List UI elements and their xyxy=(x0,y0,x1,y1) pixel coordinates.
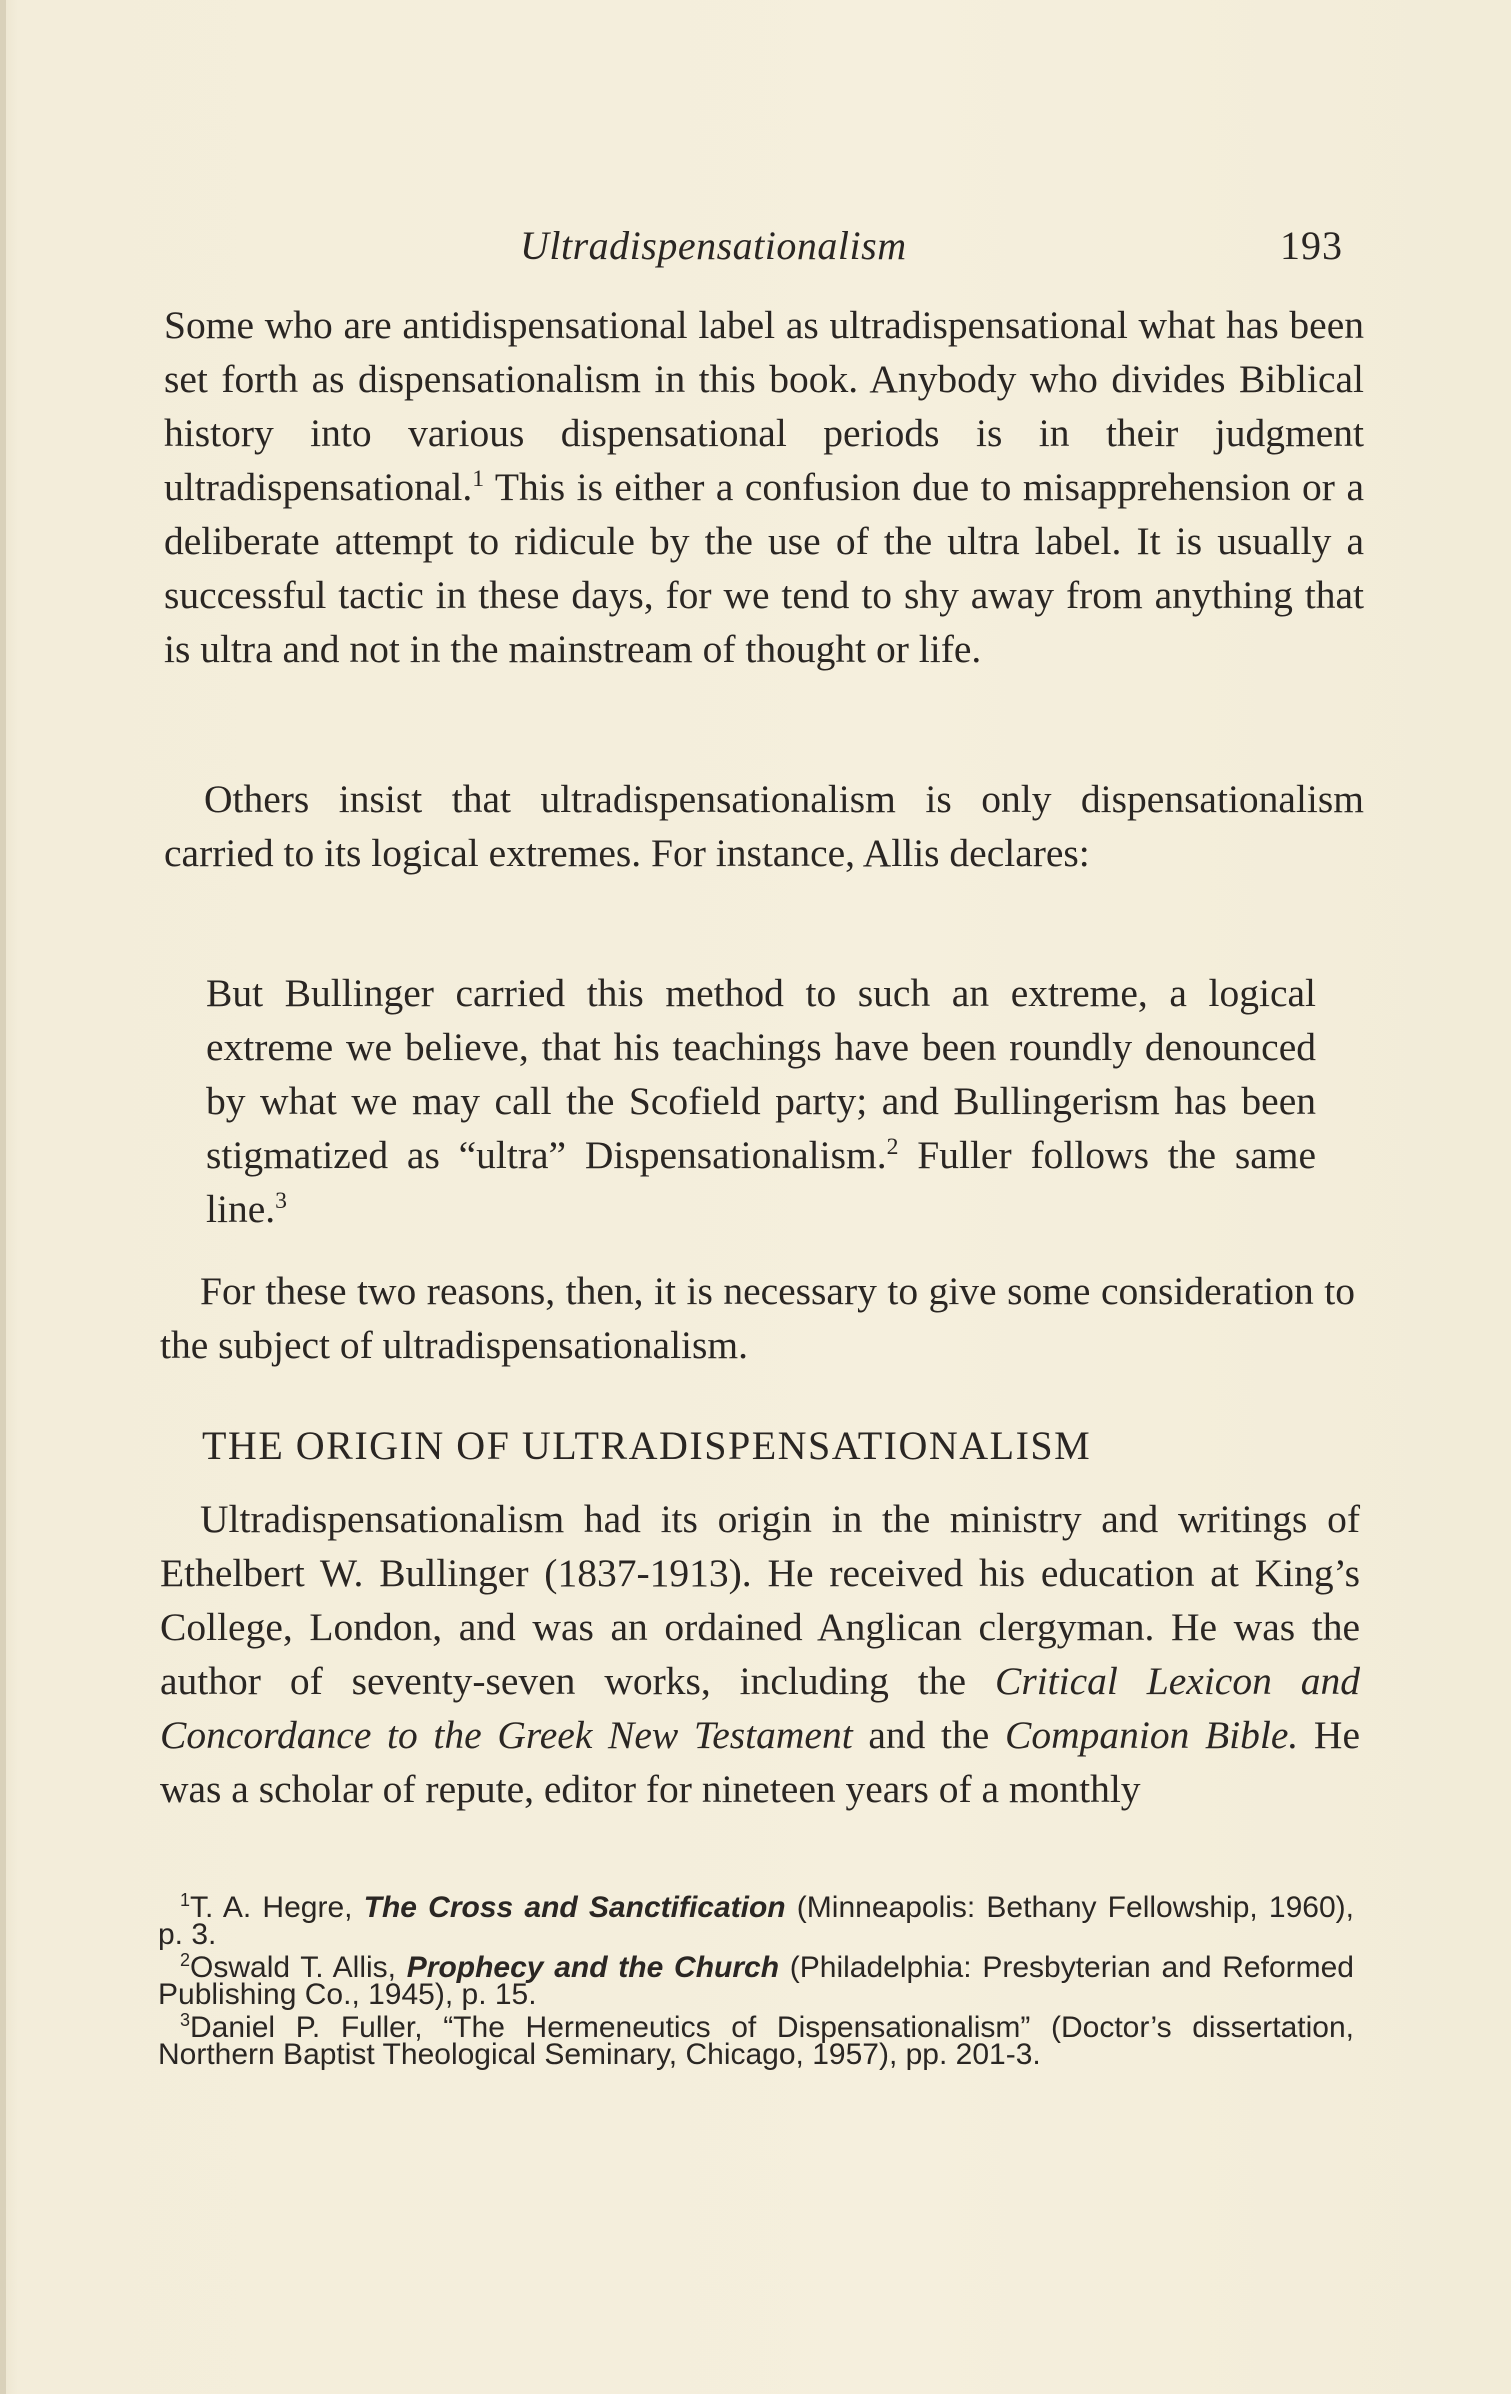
footnote-1-text-b: (Minneapolis: Bethany Fellowship, 1960), p. 3. xyxy=(158,1891,1354,1951)
footnote-1-text-a: T. A. Hegre, xyxy=(190,1891,364,1924)
footnote-ref-2: 2 xyxy=(886,1133,899,1160)
book-title-companion-bible: Companion Bible. xyxy=(1005,1713,1299,1757)
paragraph-2 xyxy=(164,772,1364,880)
paragraph-4-text-c: He was a scholar of repute, editor for nineteen years of a monthly xyxy=(160,1713,1360,1811)
quote-text-a: But Bullinger carried this method to such an extreme, a logical extreme we believe, that his teachings have been roundly denounced by what we may call the Scofield party; and Bullingerism has been stigmatized as “ultra” Dispensationalism. xyxy=(206,971,1316,1177)
paragraph-3 xyxy=(160,1264,1355,1372)
block-quote xyxy=(206,966,1316,1236)
paragraph-4-text-b: and the xyxy=(852,1713,1005,1757)
footnote-ref-1: 1 xyxy=(472,465,485,492)
footnote-3 xyxy=(158,2010,1354,2071)
paragraph-1-text-b: This is either a confusion due to misapprehension or a deliberate attempt to ridicule by the use of the ultra label. It is usually a successful tactic in these days, for we tend to shy away from anything that is ultra and not in the mainstream of thought or life. xyxy=(164,465,1364,671)
footnotes xyxy=(158,1890,1354,2074)
footnote-3-text: Daniel P. Fuller, “The Hermeneutics of Dispensationalism” (Doctor’s dissertation, Northern Baptist Theological Seminary, Chicago, 1957), pp. 201-3. xyxy=(158,2011,1354,2071)
footnote-2-title: Prophecy and the Church xyxy=(406,1951,780,1984)
footnote-1-number: 1 xyxy=(180,1890,191,1911)
page-number: 193 xyxy=(1280,223,1343,268)
paragraph-1-text-a: Some who are antidispensational label as ultradispensational what has been set forth as dispensationalism in this book. Anybody who divides Biblical history into various dispensational periods is in their judgment ultradispensational. xyxy=(164,303,1364,509)
footnote-2-text-b: (Philadelphia: Presbyterian and Reformed Publishing Co., 1945), p. 15. xyxy=(158,1951,1354,2011)
running-head: Ultradispensationalism xyxy=(520,223,907,268)
book-title-lexicon: Critical Lexicon and Concordance to the Greek New Testament xyxy=(160,1659,1361,1757)
paragraph-1 xyxy=(164,298,1364,676)
footnote-2 xyxy=(158,1950,1354,2011)
footnote-1-title: The Cross and Sanctification xyxy=(363,1891,786,1924)
paragraph-4-text-a: Ultradispensationalism had its origin in the ministry and writings of Ethelbert W. Bullinger (1837-1913). He received his education at King’s College, London, and was an ordained Anglican clergyman. He was the author of seventy-seven works, including the xyxy=(160,1497,1360,1703)
paragraph-2-text: Others insist that ultradispensationalism is only dispensationalism carried to its logical extremes. For instance, Allis declares: xyxy=(164,777,1364,875)
footnote-2-text-a: Oswald T. Allis, xyxy=(190,1951,407,1984)
paragraph-4 xyxy=(160,1492,1360,1816)
footnote-3-number: 3 xyxy=(180,2010,191,2031)
footnote-ref-3: 3 xyxy=(275,1187,287,1214)
page-edge-shadow xyxy=(0,0,6,2394)
footnote-1 xyxy=(158,1890,1354,1951)
quote-text-b: Fuller follows the same line. xyxy=(206,1133,1316,1231)
paragraph-3-text: For these two reasons, then, it is necessary to give some consideration to the subject of ultradispensationalism. xyxy=(160,1269,1355,1367)
footnote-2-number: 2 xyxy=(180,1950,191,1971)
section-heading: THE ORIGIN OF ULTRADISPENSATIONALISM xyxy=(202,1423,1092,1468)
